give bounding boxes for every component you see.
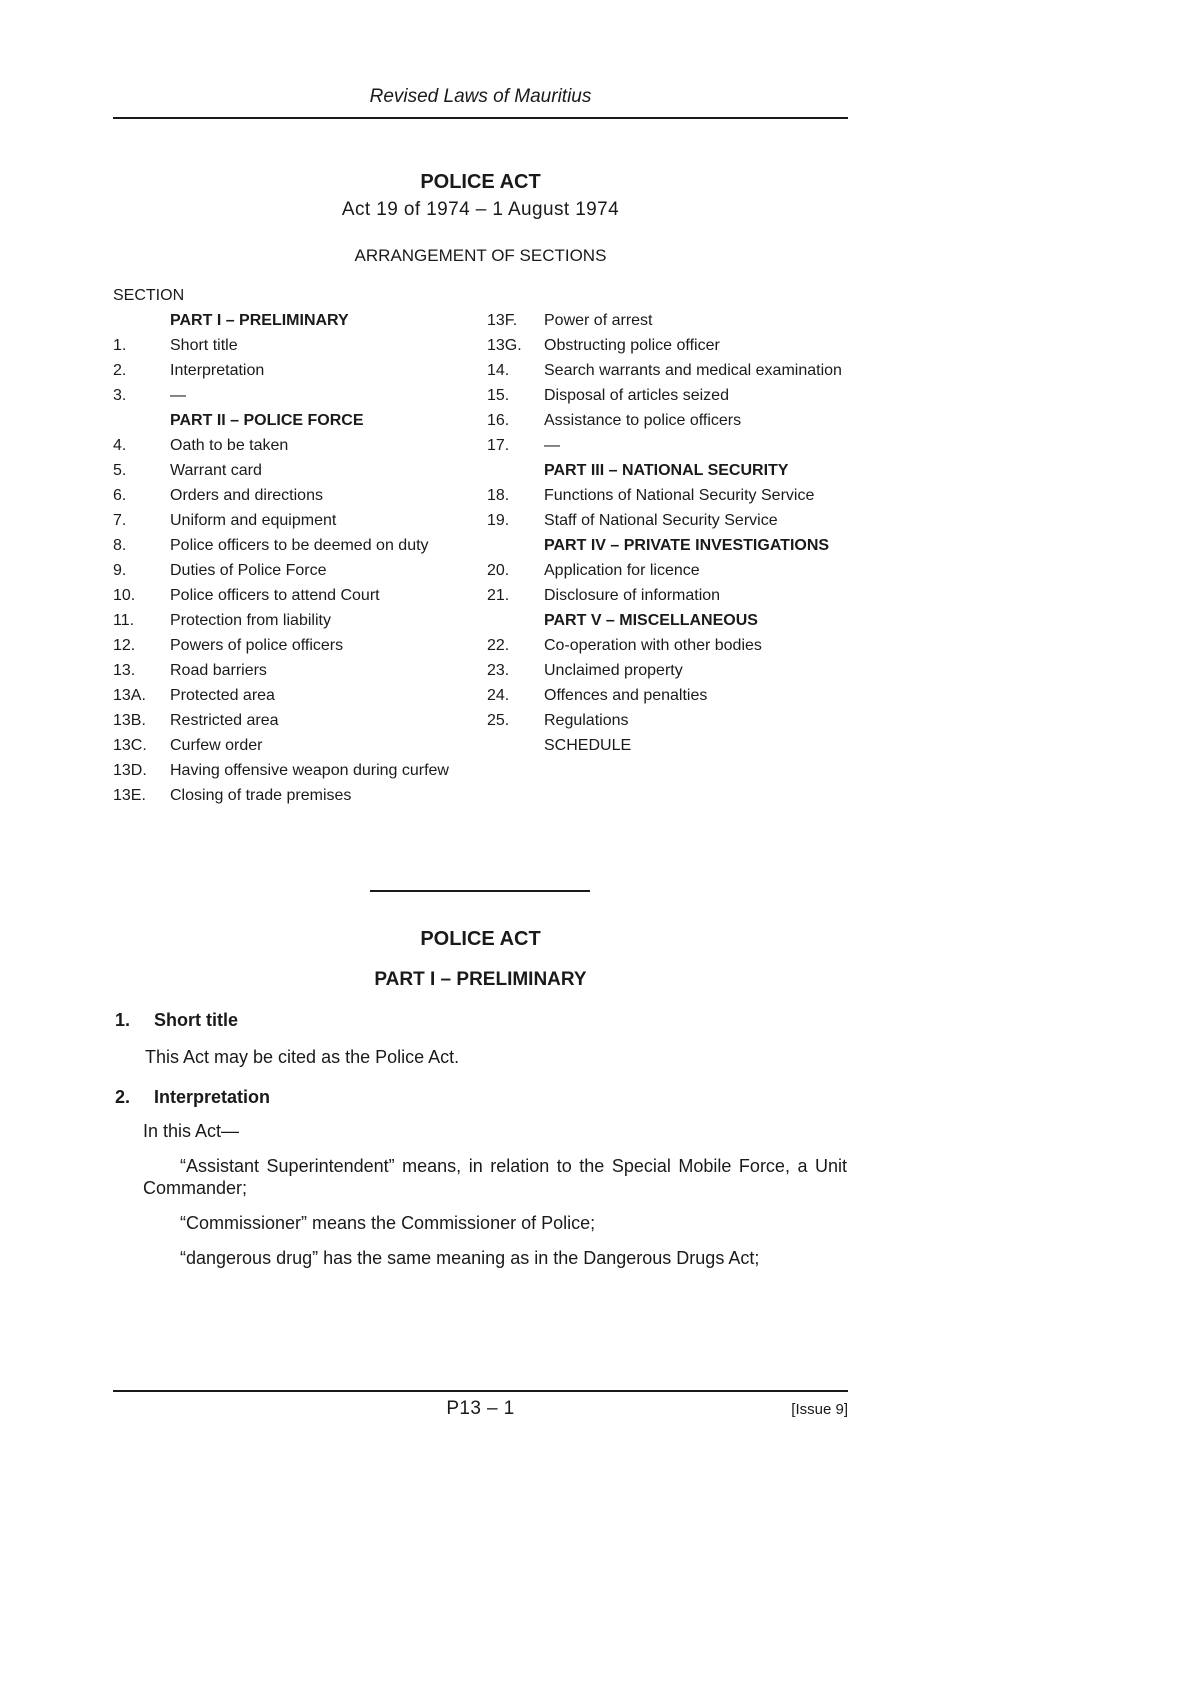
section-title: Interpretation — [154, 1087, 271, 1107]
toc-entry — [487, 411, 847, 430]
header-rule — [113, 117, 848, 119]
toc-entry-number: 9. — [113, 562, 127, 579]
toc-entry-title: Road barriers — [170, 662, 267, 679]
issue-label: [Issue 9] — [791, 1401, 848, 1418]
toc-entry — [113, 336, 485, 355]
section-1-heading — [115, 1010, 238, 1031]
toc-entry-number: 1. — [113, 337, 127, 354]
toc-entry-title: Assistance to police officers — [544, 412, 742, 429]
toc-entry — [113, 736, 485, 755]
toc-entry — [113, 711, 485, 730]
toc-entry — [113, 636, 485, 655]
toc-entry — [113, 361, 485, 380]
toc-entry — [113, 386, 485, 405]
arrangement-heading: ARRANGEMENT OF SECTIONS — [354, 246, 607, 265]
toc-entry — [487, 586, 847, 605]
toc-entry — [487, 636, 847, 655]
toc-entry-title: Offences and penalties — [544, 687, 708, 704]
body-title: POLICE ACT — [420, 928, 541, 950]
toc-right-column — [487, 311, 847, 761]
part-heading: PART I – PRELIMINARY — [374, 969, 587, 990]
section-title: Short title — [154, 1010, 238, 1030]
toc-entry-number: 13B. — [113, 712, 146, 729]
act-title: POLICE ACT — [420, 171, 541, 193]
toc-entry — [487, 361, 847, 380]
toc-entry — [113, 786, 485, 805]
footer-rule — [113, 1390, 848, 1392]
toc-entry — [113, 436, 485, 455]
toc-entry-number: 13D. — [113, 762, 147, 779]
toc-entry — [113, 536, 485, 555]
toc-entry-number: 13F. — [487, 312, 518, 329]
section-1-text: This Act may be cited as the Police Act. — [145, 1047, 460, 1067]
toc-entry-title: Curfew order — [170, 737, 263, 754]
toc-entry — [113, 511, 485, 530]
toc-part-heading: PART V – MISCELLANEOUS — [544, 612, 758, 629]
toc-entry-title: Obstructing police officer — [544, 337, 720, 354]
toc-entry — [487, 511, 847, 530]
toc-entry-title: Orders and directions — [170, 487, 323, 504]
toc-entry-number: 21. — [487, 587, 510, 604]
toc-entry-number: 10. — [113, 587, 136, 604]
toc-entry-number: 7. — [113, 512, 127, 529]
toc-entry-title: Regulations — [544, 712, 629, 729]
toc-entry-number: 13G. — [487, 337, 522, 354]
toc-entry-title: Police officers to be deemed on duty — [170, 537, 429, 554]
toc-entry-title: Co-operation with other bodies — [544, 637, 762, 654]
toc-entry — [113, 561, 485, 580]
toc-entry-number: 23. — [487, 662, 510, 679]
toc-entry-title: Having offensive weapon during curfew — [170, 762, 449, 779]
toc-entry-title: Application for licence — [544, 562, 700, 579]
toc-entry-number: 14. — [487, 362, 510, 379]
toc-entry — [487, 311, 847, 330]
toc-entry — [487, 711, 847, 730]
toc-entry-number: 6. — [113, 487, 127, 504]
toc-entry-title: Restricted area — [170, 712, 279, 729]
toc-entry-number: 24. — [487, 687, 510, 704]
section-2-intro: In this Act— — [143, 1121, 240, 1141]
toc-entry-title: Short title — [170, 337, 238, 354]
toc-entry-number: 13A. — [113, 687, 146, 704]
toc-entry-title: Powers of police officers — [170, 637, 344, 654]
toc-entry-title: Functions of National Security Service — [544, 487, 815, 504]
toc-entry-number: 3. — [113, 387, 127, 404]
toc-entry — [113, 661, 485, 680]
toc-entry-number: 18. — [487, 487, 510, 504]
toc-entry-title: Oath to be taken — [170, 437, 289, 454]
act-subtitle: Act 19 of 1974 – 1 August 1974 — [341, 199, 620, 220]
toc-left-column — [113, 311, 485, 811]
toc-entry-title: Closing of trade premises — [170, 787, 352, 804]
toc-entry-number: 12. — [113, 637, 136, 654]
toc-entry-number: 11. — [113, 612, 135, 629]
toc-entry-title: Protection from liability — [170, 612, 331, 629]
toc-entry-title: Power of arrest — [544, 312, 653, 329]
definition-paragraph: “Commissioner” means the Commissioner of Police; — [180, 1213, 596, 1233]
toc-entry — [487, 561, 847, 580]
toc-entry — [113, 611, 485, 630]
section-number: 1. — [115, 1010, 131, 1030]
running-head: Revised Laws of Mauritius — [369, 86, 592, 107]
definition-paragraph: “Assistant Superintendent” means, in relation to the Special Mobile Force, a Unit Commander; — [143, 1156, 847, 1198]
toc-entry-number: 19. — [487, 512, 510, 529]
toc-entry-title: Uniform and equipment — [170, 512, 337, 529]
toc-entry — [113, 586, 485, 605]
toc-schedule-entry: SCHEDULE — [544, 737, 632, 754]
toc-entry-title: Police officers to attend Court — [170, 587, 380, 604]
page-number: P13 – 1 — [446, 1398, 515, 1419]
toc-part-heading: PART IV – PRIVATE INVESTIGATIONS — [544, 537, 830, 554]
toc-entry-number: 22. — [487, 637, 510, 654]
toc-entry-title: — — [544, 437, 560, 454]
toc-entry-title: Unclaimed property — [544, 662, 683, 679]
toc-entry-title: Staff of National Security Service — [544, 512, 778, 529]
toc-entry-title: Duties of Police Force — [170, 562, 327, 579]
toc-entry — [487, 686, 847, 705]
toc-part-heading: PART II – POLICE FORCE — [170, 412, 364, 429]
toc-entry-title: Search warrants and medical examination — [544, 362, 842, 379]
definition-paragraph: “dangerous drug” has the same meaning as in the Dangerous Drugs Act; — [180, 1248, 760, 1268]
section-number: 2. — [115, 1087, 131, 1107]
toc-entry-number: 13C. — [113, 737, 147, 754]
toc-entry — [487, 336, 847, 355]
toc-entry — [487, 386, 847, 405]
toc-entry — [113, 486, 485, 505]
toc-entry-number: 17. — [487, 437, 510, 454]
toc-entry-number: 4. — [113, 437, 127, 454]
toc-entry-number: 20. — [487, 562, 510, 579]
section-2-heading — [115, 1087, 270, 1108]
toc-entry-number: 5. — [113, 462, 127, 479]
toc-entry-number: 2. — [113, 362, 127, 379]
toc-entry-title: — — [170, 387, 186, 404]
toc-entry-number: 8. — [113, 537, 127, 554]
toc-entry-title: Interpretation — [170, 362, 265, 379]
toc-entry — [113, 686, 485, 705]
toc-part-heading: PART III – NATIONAL SECURITY — [544, 462, 789, 479]
toc-entry-number: 13E. — [113, 787, 146, 804]
toc-entry — [487, 486, 847, 505]
toc-entry-number: 16. — [487, 412, 510, 429]
toc-entry-number: 25. — [487, 712, 510, 729]
toc-entry-title: Warrant card — [170, 462, 262, 479]
toc-entry-number: 15. — [487, 387, 510, 404]
toc-entry-title: Protected area — [170, 687, 275, 704]
section-label: SECTION — [113, 287, 185, 304]
section-divider — [370, 890, 590, 892]
toc-entry-title: Disclosure of information — [544, 587, 721, 604]
toc-entry — [113, 761, 485, 780]
toc-part-heading: PART I – PRELIMINARY — [170, 312, 349, 329]
toc-entry-number: 13. — [113, 662, 136, 679]
toc-entry — [113, 461, 485, 480]
toc-entry — [487, 661, 847, 680]
toc-entry-title: Disposal of articles seized — [544, 387, 729, 404]
toc-entry — [487, 436, 847, 455]
